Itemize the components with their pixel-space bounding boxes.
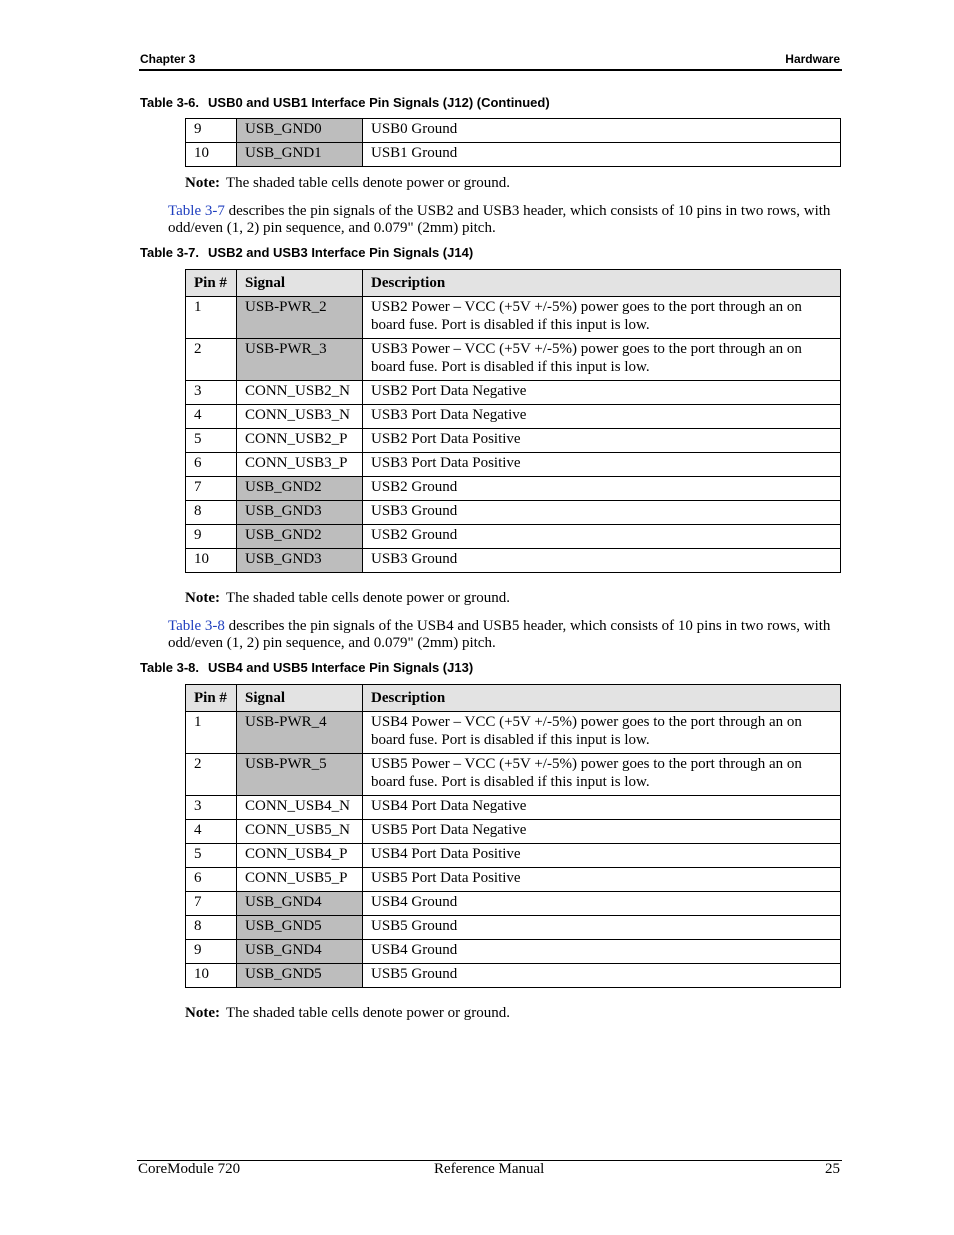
signal-cell: CONN_USB3_P: [237, 453, 363, 477]
table-row: [186, 754, 841, 796]
note: [185, 590, 510, 607]
section-label: Hardware: [785, 52, 840, 66]
signal-cell: USB_GND3: [237, 501, 363, 525]
column-header-description: Description: [363, 270, 841, 297]
pin-cell: 7: [186, 477, 237, 501]
pin-cell: 9: [186, 525, 237, 549]
table-3-7-caption: [140, 245, 473, 260]
signal-cell: USB-PWR_5: [237, 754, 363, 796]
table-row: [186, 712, 841, 754]
table-3-6: [185, 118, 841, 167]
table-row: [186, 297, 841, 339]
description-cell: USB5 Power – VCC (+5V +/-5%) power goes to the port through an on board fuse. Port is disabled if this input is low.: [363, 754, 841, 796]
table-row: [186, 940, 841, 964]
footer-product: CoreModule 720: [138, 1161, 241, 1177]
table-3-8-link[interactable]: Table 3-8: [168, 618, 225, 634]
note-label: Note:: [185, 1005, 220, 1021]
table-body: [186, 297, 841, 573]
note-text: The shaded table cells denote power or ground.: [225, 1005, 511, 1021]
column-header-signal: Signal: [237, 685, 363, 712]
paragraph-text: describes the pin signals of the USB2 and USB3 header, which consists of 10 pins in two rows, with odd/even (1, 2) pin sequence, and 0.079" (2mm) pitch.: [168, 203, 831, 236]
note-text: The shaded table cells denote power or ground.: [225, 175, 511, 191]
description-cell: USB3 Power – VCC (+5V +/-5%) power goes to the port through an on board fuse. Port is disabled if this input is low.: [363, 339, 841, 381]
table-row: [186, 964, 841, 988]
description-cell: USB3 Port Data Positive: [363, 453, 841, 477]
signal-cell: USB_GND2: [237, 477, 363, 501]
table-row: [186, 477, 841, 501]
pin-cell: 1: [186, 712, 237, 754]
table-3-8: [185, 684, 841, 988]
pin-cell: 1: [186, 297, 237, 339]
signal-cell: CONN_USB4_P: [237, 844, 363, 868]
signal-cell: CONN_USB2_P: [237, 429, 363, 453]
signal-cell: CONN_USB5_P: [237, 868, 363, 892]
column-header-pin: Pin #: [186, 685, 237, 712]
pin-cell: 5: [186, 844, 237, 868]
table-row: [186, 868, 841, 892]
description-cell: USB5 Port Data Positive: [363, 868, 841, 892]
footer-doc-title: Reference Manual: [434, 1161, 545, 1177]
signal-cell: CONN_USB2_N: [237, 381, 363, 405]
pin-cell: 6: [186, 453, 237, 477]
description-cell: USB2 Power – VCC (+5V +/-5%) power goes to the port through an on board fuse. Port is disabled if this input is low.: [363, 297, 841, 339]
signal-cell: USB_GND4: [237, 892, 363, 916]
note-text: The shaded table cells denote power or ground.: [225, 590, 511, 606]
signal-cell: CONN_USB5_N: [237, 820, 363, 844]
table-row: [186, 916, 841, 940]
pin-cell: 3: [186, 381, 237, 405]
description-cell: USB1 Ground: [363, 143, 841, 167]
note-label: Note:: [185, 590, 220, 606]
signal-cell: USB-PWR_2: [237, 297, 363, 339]
description-cell: USB2 Port Data Negative: [363, 381, 841, 405]
column-header-pin: Pin #: [186, 270, 237, 297]
signal-cell: USB_GND4: [237, 940, 363, 964]
pin-cell: 3: [186, 796, 237, 820]
note: [185, 175, 510, 192]
note-label: Note:: [185, 175, 220, 191]
table-row: [186, 820, 841, 844]
pin-cell: 9: [186, 940, 237, 964]
signal-cell: USB_GND1: [237, 143, 363, 167]
description-cell: USB4 Port Data Positive: [363, 844, 841, 868]
description-cell: USB4 Ground: [363, 892, 841, 916]
table-row: [186, 453, 841, 477]
table-title: USB2 and USB3 Interface Pin Signals (J14): [208, 245, 474, 260]
page-header: [139, 52, 842, 71]
description-cell: USB4 Power – VCC (+5V +/-5%) power goes to the port through an on board fuse. Port is disabled if this input is low.: [363, 712, 841, 754]
table-row: [186, 501, 841, 525]
table-row: [186, 429, 841, 453]
note: [185, 1005, 510, 1022]
page-footer: [137, 1160, 842, 1181]
description-cell: USB4 Port Data Negative: [363, 796, 841, 820]
table-row: [186, 405, 841, 429]
table-number: Table 3-7.: [140, 245, 200, 260]
table-title: USB4 and USB5 Interface Pin Signals (J13): [208, 660, 474, 675]
pin-cell: 4: [186, 405, 237, 429]
table-header-row: [186, 270, 841, 297]
signal-cell: USB_GND3: [237, 549, 363, 573]
description-cell: USB2 Ground: [363, 477, 841, 501]
description-cell: USB3 Ground: [363, 501, 841, 525]
table-row: [186, 381, 841, 405]
description-cell: USB0 Ground: [363, 119, 841, 143]
table-row: [186, 892, 841, 916]
table-header-row: [186, 685, 841, 712]
description-cell: USB2 Ground: [363, 525, 841, 549]
table-body: [186, 712, 841, 988]
table-number: Table 3-8.: [140, 660, 200, 675]
column-header-description: Description: [363, 685, 841, 712]
page-number: 25: [825, 1161, 840, 1177]
pin-cell: 10: [186, 143, 237, 167]
table-number: Table 3-6.: [140, 95, 200, 110]
description-cell: USB5 Ground: [363, 964, 841, 988]
pin-cell: 10: [186, 549, 237, 573]
table-row: [186, 339, 841, 381]
table-row: [186, 143, 841, 167]
pin-cell: 6: [186, 868, 237, 892]
description-cell: USB5 Port Data Negative: [363, 820, 841, 844]
pin-cell: 8: [186, 916, 237, 940]
pin-cell: 8: [186, 501, 237, 525]
signal-cell: USB_GND5: [237, 964, 363, 988]
description-cell: USB2 Port Data Positive: [363, 429, 841, 453]
chapter-label: Chapter 3: [140, 52, 196, 66]
pin-cell: 10: [186, 964, 237, 988]
table-3-6-caption: [140, 95, 550, 110]
description-cell: USB3 Ground: [363, 549, 841, 573]
pin-cell: 2: [186, 754, 237, 796]
signal-cell: CONN_USB4_N: [237, 796, 363, 820]
description-cell: USB5 Ground: [363, 916, 841, 940]
signal-cell: USB_GND2: [237, 525, 363, 549]
signal-cell: USB-PWR_4: [237, 712, 363, 754]
table-row: [186, 119, 841, 143]
table-body: [186, 119, 841, 167]
table-row: [186, 796, 841, 820]
description-cell: USB3 Port Data Negative: [363, 405, 841, 429]
pin-cell: 4: [186, 820, 237, 844]
column-header-signal: Signal: [237, 270, 363, 297]
description-cell: USB4 Ground: [363, 940, 841, 964]
table-3-7-link[interactable]: Table 3-7: [168, 203, 225, 219]
signal-cell: USB-PWR_3: [237, 339, 363, 381]
table-row: [186, 525, 841, 549]
table-title: USB0 and USB1 Interface Pin Signals (J12) (Continued): [208, 95, 550, 110]
table-row: [186, 549, 841, 573]
signal-cell: CONN_USB3_N: [237, 405, 363, 429]
pin-cell: 7: [186, 892, 237, 916]
signal-cell: USB_GND0: [237, 119, 363, 143]
paragraph-text: describes the pin signals of the USB4 and USB5 header, which consists of 10 pins in two rows, with odd/even (1, 2) pin sequence, and 0.079" (2mm) pitch.: [168, 618, 831, 651]
pin-cell: 5: [186, 429, 237, 453]
table-row: [186, 844, 841, 868]
table-3-8-caption: [140, 660, 473, 675]
pin-cell: 9: [186, 119, 237, 143]
signal-cell: USB_GND5: [237, 916, 363, 940]
paragraph-usb2-usb3: [168, 203, 840, 237]
table-3-7: [185, 269, 841, 573]
pin-cell: 2: [186, 339, 237, 381]
paragraph-usb4-usb5: [168, 618, 840, 652]
